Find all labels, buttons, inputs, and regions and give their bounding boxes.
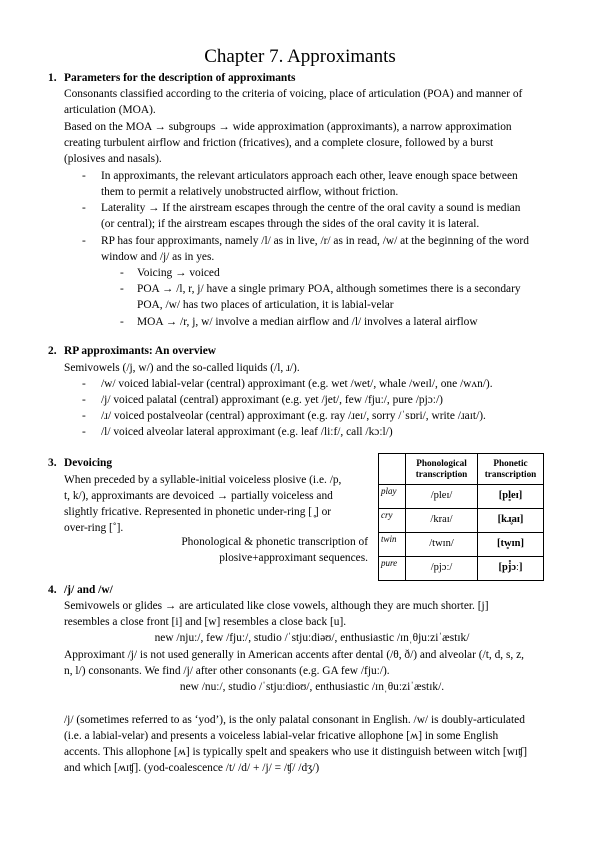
phonological-cell: /pleɪ/ — [406, 485, 478, 509]
bullet-text: In approximants, the relevant articulators approach each other, leave enough space between — [101, 170, 518, 182]
table-caption: plosive+approximant sequences. — [219, 552, 368, 564]
section-3-heading — [48, 455, 112, 472]
example-line: new /nuː/, studio /ˈstjuːdioʊ/, enthusiastic /ɪnˌθuːziˈæstɪk/. — [179, 681, 445, 693]
paragraph-line: accents. This allophone [ʍ] is typically spelt and speakers who use it distinguish between witch [wɪʧ] — [64, 746, 528, 758]
heading-text: Devoicing — [64, 457, 113, 469]
word-cell: pure — [379, 557, 406, 581]
phonetic-cell: [pj̊ɔː] — [478, 557, 544, 581]
paragraph-line: (plosives and nasals). — [64, 153, 162, 165]
section-number: 1. — [48, 72, 57, 84]
transcription-table — [378, 453, 544, 581]
bullet-text: /j/ voiced palatal (central) approximant (e.g. yet /jet/, few /fjuː/, pure /pjɔː/) — [101, 394, 443, 406]
section-number: 2. — [48, 345, 57, 357]
paragraph-line: creating turbulent airflow and friction (fricatives), and a complete closure, followed by a burst — [64, 137, 494, 149]
bullet-text: Laterality → If the airstream escapes through the centre of the oral cavity a sound is median — [101, 202, 521, 214]
paragraph-line: slightly fricative. Represented in phonetic under-ring [ ̥] or — [64, 506, 332, 518]
paragraph-line: Based on the MOA → subgroups → wide approximation (approximants), a narrow approximation — [64, 121, 512, 133]
bullet-item: - /l/ voiced alveolar lateral approximant (e.g. leaf /liːf/, call /kɔːl/) — [82, 426, 393, 438]
sub-bullet-text: MOA → /r, j, w/ involve a median airflow and /l/ involves a lateral airflow — [137, 316, 478, 328]
corner-cell — [379, 454, 406, 485]
bullet-text: (or central); if the airstream escapes through the sides of the oral cavity it is lateral. — [101, 218, 480, 230]
sub-bullet-item: - POA → /l, r, j/ have a single primary POA, although sometimes there is a secondary — [120, 283, 521, 295]
paragraph-line: When preceded by a syllable-initial voiceless plosive (i.e. /p, — [64, 474, 342, 486]
section-4-heading — [48, 582, 113, 599]
word-cell: twin — [379, 533, 406, 557]
paragraph-line: and which [ʍɪʧ]. (yod-coalescence /t/ /d/ + /j/ = /ʧ/ /dʒ/) — [64, 762, 320, 774]
word-cell: cry — [379, 509, 406, 533]
table-header-row — [379, 454, 544, 485]
table-row — [379, 557, 544, 581]
table-row — [379, 509, 544, 533]
table-caption: Phonological & phonetic transcription of — [181, 536, 368, 548]
table-row — [379, 485, 544, 509]
bullet-item: - In approximants, the relevant articulators approach each other, leave enough space between — [82, 170, 518, 182]
paragraph-line: Semivowels or glides → are articulated like close vowels, although they are much shorter. [j] — [64, 600, 489, 612]
heading-text: /j/ and /w/ — [64, 584, 113, 596]
heading-text: Parameters for the description of approximants — [64, 72, 296, 84]
section-1-heading — [48, 70, 295, 87]
section-number: 4. — [48, 584, 57, 596]
paragraph-line: (i.e. a labial-velar) and presents a voiceless labial-velar fricative allophone [ʍ] in some English — [64, 730, 499, 742]
section-number: 3. — [48, 457, 57, 469]
phonological-cell: /kraɪ/ — [406, 509, 478, 533]
paragraph-line: Consonants classified according to the criteria of voicing, place of articulation (POA) and manner of — [64, 88, 523, 100]
bullet-item: - /w/ voiced labial-velar (central) approximant (e.g. wet /wet/, whale /weɪl/, one /wʌn/). — [82, 378, 493, 390]
bullet-text: RP has four approximants, namely /l/ as in live, /r/ as in read, /w/ at the beginning of the word — [101, 235, 529, 247]
bullet-text: them to permit a relatively unobstructed airflow, without friction. — [101, 186, 399, 198]
paragraph-line: articulation (MOA). — [64, 104, 156, 116]
bullet-text: /ɹ/ voiced postalveolar (central) approximant (e.g. ray /ɹeɪ/, sorry /ˈsɒri/, write /ɹaɪt/). — [101, 410, 486, 422]
sub-bullet-item: - MOA → /r, j, w/ involve a median airflow and /l/ involves a lateral airflow — [120, 316, 478, 328]
phonological-cell: /pjɔː/ — [406, 557, 478, 581]
paragraph-line: resembles a close front [i] and [w] resembles a close back [u]. — [64, 616, 347, 628]
paragraph-line: /j/ (sometimes referred to as ‘yod’), is the only palatal consonant in English. /w/ is doubly-articulated — [64, 714, 525, 726]
phonetic-cell: [pl̥eɪ] — [478, 485, 544, 509]
paragraph-line: n, l/) consonants. We find /j/ after other consonants (e.g. GA few /fjuː/). — [64, 665, 390, 677]
sub-bullet-item: - Voicing → voiced — [120, 267, 220, 279]
bullet-item: - RP has four approximants, namely /l/ as in live, /r/ as in read, /w/ at the beginning of the word — [82, 235, 529, 247]
column-header: Phonetic transcription — [478, 454, 544, 485]
column-header: Phonological transcription — [406, 454, 478, 485]
phonetic-cell: [tw̥ɪn] — [478, 533, 544, 557]
table-row — [379, 533, 544, 557]
sub-bullet-text: POA → /l, r, j/ have a single primary POA, although sometimes there is a secondary — [137, 283, 521, 295]
sub-bullet-text: POA, /w/ has two places of articulation, it is labial-velar — [137, 299, 394, 311]
bullet-text: /w/ voiced labial-velar (central) approximant (e.g. wet /wet/, whale /weɪl/, one /wʌn/). — [101, 378, 493, 390]
paragraph-line: over-ring [˚]. — [64, 522, 124, 534]
section-2-heading — [48, 343, 216, 360]
paragraph-line: Semivowels (/j, w/) and the so-called liquids (/l, ɹ/). — [64, 362, 300, 374]
bullet-item: - /ɹ/ voiced postalveolar (central) approximant (e.g. ray /ɹeɪ/, sorry /ˈsɒri/, write /ɹaɪt/). — [82, 410, 486, 422]
word-cell: play — [379, 485, 406, 509]
paragraph-line: Approximant /j/ is not used generally in American accents after dental (/θ, ð/) and alveolar (/t, d, s, z, — [64, 649, 524, 661]
bullet-text: /l/ voiced alveolar lateral approximant (e.g. leaf /liːf/, call /kɔːl/) — [101, 426, 393, 438]
phonetic-cell: [kɹ̥aɪ] — [478, 509, 544, 533]
phonological-cell: /twɪn/ — [406, 533, 478, 557]
bullet-item: - /j/ voiced palatal (central) approximant (e.g. yet /jet/, few /fjuː/, pure /pjɔː/) — [82, 394, 443, 406]
page-title: Chapter 7. Approximants — [204, 46, 396, 67]
heading-text: RP approximants: An overview — [64, 345, 216, 357]
bullet-item: - Laterality → If the airstream escapes through the centre of the oral cavity a sound is median — [82, 202, 521, 214]
sub-bullet-text: Voicing → voiced — [137, 267, 220, 279]
example-line: new /njuː/, few /fjuː/, studio /ˈstjuːdiəʊ/, enthusiastic /ɪnˌθjuːziˈæstɪk/ — [154, 632, 470, 644]
paragraph-line: t, k/), approximants are devoiced → partially voiceless and — [64, 490, 333, 502]
bullet-text: window and /j/ as in yes. — [101, 251, 215, 263]
